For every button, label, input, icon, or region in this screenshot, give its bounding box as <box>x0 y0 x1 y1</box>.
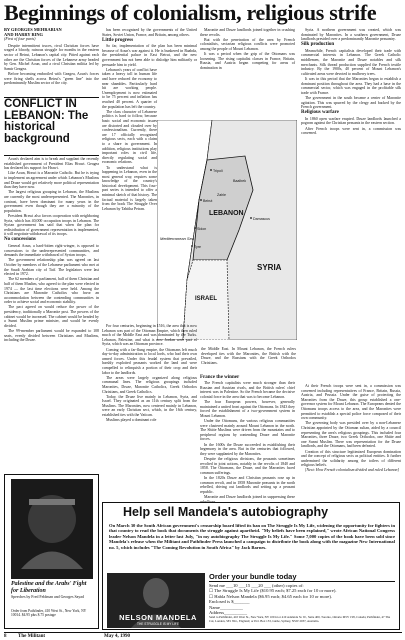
body-paragraph: The four European powers, however, generally maintained a united front against the Ottomans. In 1843 they forced the establishment of a two-government system in Mount Lebanon. <box>200 400 295 418</box>
map-city: Tripoli <box>213 169 223 173</box>
map-city: Beirut <box>203 199 213 203</box>
order-form-title: Order your bundle today <box>209 573 395 582</box>
mandela-ad-body: On March 30 the South African government's censorship board lifted its ban on The Struggle Is My Life, widening the opportunity for fighters in that country to read the book that documents the struggle against apartheid. "My beliefs have been explained," wrote African National Congress leader Nelson Mandela in a letter last July, "in my autobiography The Struggle Is My Life." Some 7,000 copies of the book have been sold since Mandela's release when the Militant and Pathfinder Press launched a campaign to distribute the book along with the magazine New International no. 5, which includes "The Coming Revolution in South Africa" by Jack Barnes. <box>109 523 395 550</box>
column-one-body <box>4 157 99 343</box>
body-paragraph: For four centuries, beginning in 1516, the area that is now Lebanon was part of the Ottoman Empire, which then ruled much of the Middle East and was dominated by the Turks. Lebanon, Palestine, and what is now Jordan were part of Syria, which was an Ottoman province. <box>102 324 197 347</box>
body-paragraph: Lebanon's years of conflict have taken a heavy toll in human life and have reduced the economy to near shambles. Particularly hard hit are working people. Unemployment is now estimated to be 75 percent and inflation has reached 40 percent. A quarter of the population has left the country. <box>102 67 157 109</box>
subhead-no-concessions: No concessions <box>4 237 36 243</box>
body-paragraph: After French troops were sent in, a commission was convened. <box>301 126 401 136</box>
body-paragraph: Maronite and Druze landlords joined in suppressing these rebellions. <box>200 494 295 504</box>
body-paragraph: The government in the south became a center of Maronite agitation. This was spurred by the clergy and backed by the French government. <box>301 96 401 110</box>
map-label-lebanon: LEBANON <box>209 210 244 217</box>
series-next-note: [Next: How French colonialism divided and ruled Lebanon] <box>305 468 399 473</box>
intro-paragraph: Before becoming embroiled with Geagea, Aoun's forces were firing shells across Beirut's "green line" into the predominantly Muslim sector of the city. <box>4 71 99 86</box>
intro-paragraph: Despite intermittent truces, rival Christian forces have waged a bloody, ruinous struggle for months in the eastern sector of Beirut, Lebanon's capital city. Pitted against each other are the Christian forces of the Lebanese army headed by Gen. Michel Aoun, and a rival Christian militia led by Samir Geagea. <box>4 43 99 71</box>
body-paragraph: Today, the Druze live mainly in Lebanon, Syria, and Israel. They originated as an 11th century split from the Muslims. The Maronites, now centered mainly in Lebanon, were an early Christian sect, which, in the 16th century, established ties with the Vatican. <box>102 394 197 418</box>
issue-date: May 4, 1990 <box>104 634 130 639</box>
body-paragraph: Creation of this structure legitimized European domination and the concept of religious sects as political entities. It further undermined the solidarity among the toilers of different religious beliefs. <box>301 449 401 468</box>
body-paragraph: President Hrawi also favors cooperation with neighboring Syria, which has 40,000 occupation troops in Lebanon. The Syrian government has said that when the plan for redistribution of government representation is implemented, it will negotiate withdrawal of its troops. <box>4 213 99 237</box>
map-label-israel: ISRAEL <box>195 296 218 302</box>
body-paragraph: Syria. A northern government was created, which was dominated by Maronites. In a southern government, Druze landlords presided over a predominantly Maronite peasantry. <box>301 28 401 42</box>
order-address-field[interactable]: Address__________ <box>209 610 248 616</box>
book-authors: Speeches by Fred Feldman and Georges Sayad <box>11 595 84 599</box>
book-title: Palestine and the Arabs' Fight for Liberation <box>11 581 87 594</box>
mandela-ad-headline: Help sell Mandela's autobiography <box>123 505 329 519</box>
section-rule <box>4 155 99 156</box>
body-paragraph: The 99-member parliament would be expanded to 108 seats, evenly divided between Christians and Muslims, including the Druze. <box>4 329 99 343</box>
page-number: 8 <box>4 634 7 639</box>
body-paragraph: The 62 members of parliament, half of them Christian and half of them Muslim, who agreed to the plan were elected in 1974 — the last time elections were held. Among the Christians are Maronite Catholics who favor an accommodation between the contending communities in order to achieve social and economic stability. <box>4 277 99 305</box>
body-paragraph: In 1860 open warfare erupted. Druze landlords launched a pogrom against the Christian peasants in the eastern section. <box>301 116 401 126</box>
body-paragraph: Meanwhile, French capitalists developed their trade with commercial interests in Lebanon. The Greek Catholic middlemen, the Maronite and Druze notables and silk merchants. Silk thread production supplied the French textile industry. By the 1900s, 40 percent of Mount Lebanon's cultivated areas were devoted to mulberry trees. <box>301 48 401 76</box>
body-paragraph: The areas were largely organized along religious communal lines. The religious groupings included Maronites, Druze, Maronite Catholics, Greek Orthodox Christians, and Greek Catholics. <box>102 375 197 394</box>
body-paragraph: Maronite and Druze landlords joined together in crushing these revolts. <box>200 28 295 37</box>
map-caption: the Middle East. In Mount Lebanon, the French rulers developed ties with the Maronites, the British with the Druze, and the Russians with the Greek Orthodox Christians. <box>201 347 296 365</box>
newspaper-name: The Militant <box>18 634 46 639</box>
map-city: Sidon <box>197 227 207 231</box>
lebanon-map <box>157 120 297 340</box>
body-paragraph: The governing body was presided over by a non-Lebanese Christian appointed by the Ottoman sultan, aided by a council representing the area's religious groupings. This included four Maronites, three Druze, two Greek Orthodox, one Shiite and one Sunni Muslim. There was representation for the Druze landlords, and the Ottomans, had been defeated. <box>301 421 401 449</box>
book-cover-art <box>11 479 93 579</box>
body-paragraph: Aoun's declared aim is to break and supplant the recently established government of President Elias Hrawi. Geagea has declared his support for Hrawi. <box>4 157 99 171</box>
body-paragraph: The pact agreed on would reduce the power of the presidency, traditionally a Maronite post. The powers of the cabinet would be increased. The cabinet would be headed by a Sunni Muslim prime minister, and would be evenly divided. <box>4 305 99 328</box>
page-headline: Beginnings of colonialism, religious strife <box>4 0 377 25</box>
column-three <box>200 28 295 71</box>
body-paragraph: The government relationship plan was agreed on last October by members of the Lebanese parliament who met at the Saudi Arabian city of Taif. The legislators were last elected in 1972. <box>4 258 99 277</box>
order-option-struggle[interactable]: ☐ The Struggle Is My Life ($10.95 each; $7.25 each for 10 or more). <box>209 588 337 594</box>
map-city: Zahle <box>217 193 226 197</box>
body-paragraph: The largest religious grouping in Lebanon, the Muslims are currently the most underrepresented. The Maronites, in contrast, have been dominant for many years in the government even though they are a minority of the population. <box>4 190 99 213</box>
mandela-advertisement <box>102 502 400 630</box>
order-fine-print: Send to Pathfinder, 410 West St., New York, NY 10014 or 410 Adelaide St. W., Suite 400, Toronto, Ontario M5V 1S8, Canada; Pathfinder, 47 The Cut, London, SE1 8LL, England; or P.O. Box 153, Glebe, Sydney, NSW 2037, Australia. <box>209 615 391 624</box>
subhead-little-progress: Little progress <box>102 37 134 43</box>
body-paragraph: General Aoun, a hard-bitten right-winger, is opposed to concessions to the underrepresented communities, and demands the immediate withdrawal of Syrian troops. <box>4 243 99 258</box>
subhead-france-winner: France the winner <box>200 374 240 380</box>
column-four <box>301 28 401 136</box>
book-order-info: Order from Pathfinder, 410 West St., New York, NY 10014. $4.95 plus $.75 postage <box>11 609 87 618</box>
order-name-field[interactable]: Name__________ <box>209 604 243 610</box>
order-form <box>209 573 395 628</box>
body-paragraph: It was a period when the grip of the Ottomans was loosening. The rising capitalist classes in France, Britain, Russia, and Austria began competing for areas of domination in <box>200 52 295 70</box>
body-paragraph: Under the Ottomans, the various religious communities were clustered mainly around Mount Lebanon in the north. The Shiite Muslims were driven from the mountains and to peripheral regions by contending Druze and Maronite forces. <box>200 419 295 442</box>
page-footer <box>4 632 402 640</box>
order-enclosed-field[interactable]: Enclosed is $_______ <box>209 599 250 605</box>
mandela-photo-subtitle: THE STRUGGLE IS MY LIFE <box>137 622 179 626</box>
map-city: Damascus <box>253 217 270 221</box>
order-option-habla[interactable]: ☐ Habla Nelson Mandela ($6.95 each; $4.65 each for 10 or more). <box>209 593 333 599</box>
book-cover-image <box>11 479 93 579</box>
body-paragraph: To understand what is happening in Lebanon, even in the most general way, requires some knowledge of the country's historical development. This four-part series is intended to offer a minimal sketch of that history. The factual material is largely taken from the book The Struggle Over Lebanon by Tabitha Petran. <box>102 165 157 211</box>
body-paragraph: Muslims played a dominant role <box>106 418 157 423</box>
intro-column <box>4 28 99 86</box>
body-paragraph: has been recognized by the governments of the United States, Soviet Union, France, and Britain, among others. <box>102 28 197 37</box>
subhead-religious-warfare: Religious warfare <box>301 110 339 116</box>
map-figure <box>157 120 297 340</box>
mandela-photo-name: NELSON MANDELA <box>119 613 197 622</box>
mandela-portrait <box>107 573 205 628</box>
byline: BY GEORGES MEHRABIAN <box>4 27 62 32</box>
newspaper-page <box>2 2 403 638</box>
body-paragraph: Despite the religious divisions, the peasants sometimes revolted in joint actions, notably in the revolts of 1840 and 1858. The Ottomans, the Druze, and the Maronites faced common sufferings. <box>200 456 295 475</box>
map-city: Baalbek <box>233 179 246 183</box>
body-paragraph: In the 1600s the Druze succeeded in establishing their hegemony in the area. But in the centuries that followed, they were supplanted by the Maronites. <box>200 442 295 456</box>
series-note: (First of four parts) <box>4 36 36 42</box>
map-city: Tyre <box>194 245 201 249</box>
byline-second: AND HARRY RING <box>4 31 43 37</box>
body-paragraph: The class character of Lebanese politics is hard to follow, because basic social and economic issues are distorted and clouded over by confessionalism. Currently, there are 17 officially recognized religious sects, each with a claim to a share in government. In addition, religious institutions play important roles in civil life, directly regulating social and economic relations. <box>102 109 157 165</box>
body-paragraph: Coming with a far-flung empire, the Ottomans left much day-to-day administration to local lords, who had their own armed forces. Under this feudal system that prevailed, harshly exploited peasants worked the land and were compelled to relinquish a portion of their crop and their labor to the landlords. <box>102 347 197 375</box>
body-paragraph: The French capitalists were much stronger than their Russian and Austrian rivals, and the British rulers' chief interest was in Palestine. So the French became the decisive colonial force in the area that was to become Lebanon. <box>200 381 295 399</box>
book-advertisement <box>4 474 99 629</box>
column-three-lower <box>200 374 295 505</box>
body-paragraph: Like Aoun, Hrawi is a Maronite Catholic. But he is trying to implement an agreement under which Lebanon's Muslims and Druze would get relatively more political representation than they have now. <box>4 171 99 190</box>
order-quantity-line[interactable]: Send me ___10 ___15 ___20 ___ (other) copies of: <box>209 583 304 588</box>
column-four-lower <box>301 384 401 474</box>
body-paragraph: So far, implementation of the plan has been minimal because of Aoun's war against it. He is bunkered in Baabda, the presidential palace in East Beirut, and the new government has not been able to dislodge him militarily or persuade him to yield. <box>102 44 197 67</box>
series-title: CONFLICT IN LEBANON: The historical background <box>4 98 89 145</box>
subhead-silk-production: Silk production <box>301 42 335 48</box>
map-label-syria: SYRIA <box>257 263 282 272</box>
column-two-lower <box>102 324 197 423</box>
body-paragraph: In the 1820s Druze and Christian peasants rose up in common revolt, and in 1858 Maronite peasants in the north rebelled, driving out landlords and setting up a peasant republic. <box>200 475 295 494</box>
body-paragraph: But with the penetration of the area by French colonialists, sectarian religious conflicts were promoted among the people of Mount Lebanon. <box>200 37 295 51</box>
body-paragraph: It was in this period that the Maronites began to establish a dominant position throughout the area. They had a base in the commercial sector, which was engaged in the profitable silk trade with France. <box>301 77 401 95</box>
map-label-sea: Mediterranean Sea <box>160 236 195 241</box>
body-paragraph: At their French troops were sent in, a commission was convened including representatives of France, Britain, Russia, Austria, and Prussia. Under the guise of protecting the Maronites from the Druze, this group established a one-governor system for Mount Lebanon. The Europeans denied the Ottomans troops access to the area, and the Maronites were permitted to establish a special police force composed of their own community. <box>301 384 401 421</box>
